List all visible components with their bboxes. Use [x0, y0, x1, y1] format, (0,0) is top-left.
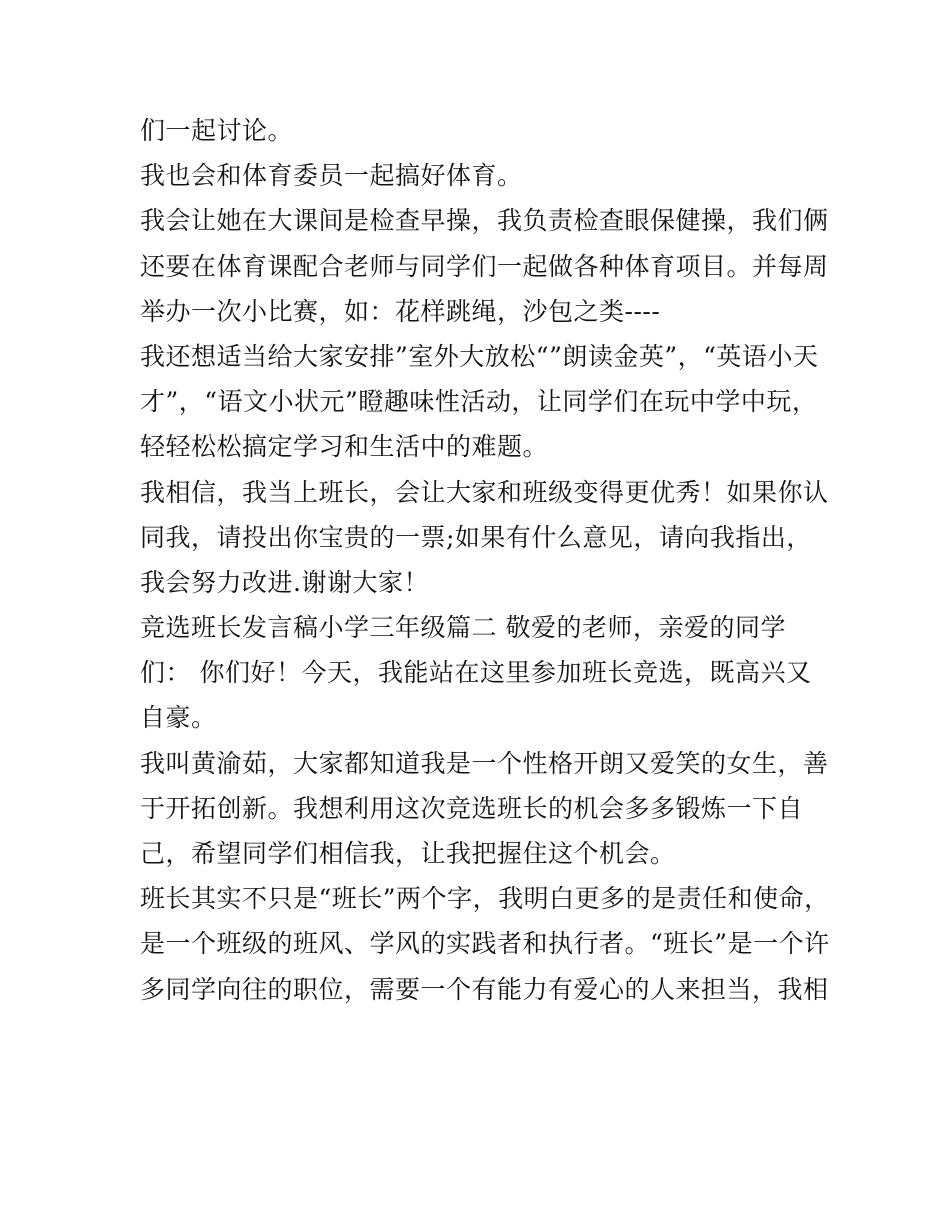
text-line: 我相信，我当上班长，会让大家和班级变得更优秀！如果你认: [140, 477, 829, 507]
text-line: 才”，“语文小状元”瞪趣味性活动，让同学们在玩中学中玩，: [140, 387, 818, 417]
text-line: 同我，请投出你宝贵的一票;如果有什么意见，请向我指出，: [140, 522, 812, 552]
text-line: 还要在体育课配合老师与同学们一起做各种体育项目。并每周: [140, 251, 829, 281]
body-text: [140, 108, 830, 1012]
text-line: 己，希望同学们相信我，让我把握住这个机会。: [140, 839, 676, 868]
text-line: 多同学向往的职位，需要一个有能力有爱心的人来担当，我相: [140, 974, 829, 1004]
text-line: 竞选班长发言稿小学三年级篇二 敬爱的老师，亲爱的同学: [140, 613, 786, 643]
text-line: 轻轻松松搞定学习和生活中的难题。: [140, 432, 549, 462]
text-line: 于开拓创新。我想利用这次竞选班长的机会多多锻炼一下自: [140, 793, 804, 823]
text-line: 举办一次小比赛，如：花样跳绳，沙包之类----: [140, 296, 661, 326]
text-line: 我也会和体育委员一起搞好体育。: [140, 161, 523, 191]
text-line: 们一起讨论。: [140, 116, 294, 145]
text-line: 班长其实不只是“班长”两个字，我明白更多的是责任和使命，: [140, 884, 830, 914]
text-line: 是一个班级的班风、学风的实践者和执行者。“班长”是一个许: [140, 929, 830, 959]
text-line: 们： 你们好！今天，我能站在这里参加班长竞选，既高兴又: [140, 658, 812, 688]
text-line: 自豪。: [140, 703, 217, 733]
text-line: 我还想适当给大家安排”室外大放松“”朗读金英”，“英语小天: [140, 341, 819, 371]
text-line: 我叫黄渝茹，大家都知道我是一个性格开朗又爱笑的女生，善: [140, 748, 829, 778]
text-line: 我会努力改进.谢谢大家！: [140, 567, 429, 597]
text-line: 我会让她在大课间是检查早操，我负责检查眼保健操，我们俩: [140, 206, 829, 236]
